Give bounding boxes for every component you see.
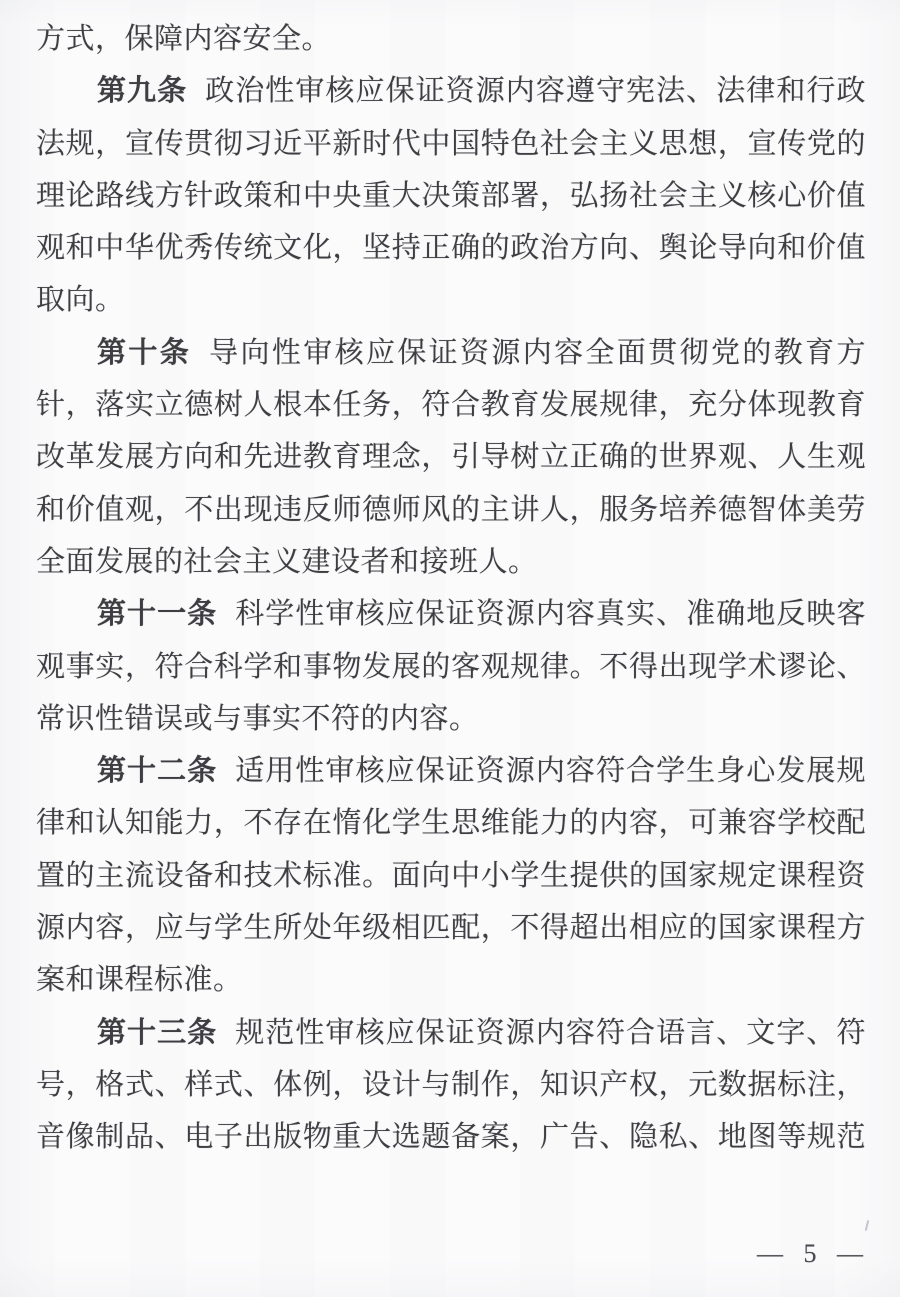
line-text: 全面发展的社会主义建设者和接班人。: [36, 545, 538, 578]
line-text: 适用性审核应保证资源内容符合学生身心发展规: [235, 755, 866, 788]
text-line: [36, 13, 866, 65]
line-text: 源内容，应与学生所处年级相匹配，不得超出相应的国家课程方: [36, 912, 866, 945]
line-text: 科学性审核应保证资源内容真实、准确地反映客: [235, 598, 866, 631]
text-line: [36, 536, 866, 588]
text-line: [36, 954, 866, 1006]
text-line: [36, 170, 866, 222]
text-line: [36, 797, 866, 849]
text-line: [36, 588, 866, 640]
text-line: [36, 222, 866, 274]
line-text: 置的主流设备和技术标准。面向中小学生提供的国家规定课程资: [36, 859, 866, 892]
line-text: 方式，保障内容安全。: [36, 23, 332, 55]
line-text: 常识性错误或与事实不符的内容。: [36, 702, 479, 735]
text-line: [36, 65, 866, 117]
text-line: [36, 1111, 866, 1163]
line-text: 政治性审核应保证资源内容遵守宪法、法律和行政: [205, 75, 866, 108]
document-text-block: [36, 13, 866, 1164]
line-text: 规范性审核应保证资源内容符合语言、文字、符: [235, 1016, 866, 1049]
article-number: 第十三条: [97, 1016, 218, 1049]
line-text: 音像制品、电子出版物重大选题备案，广告、隐私、地图等规范: [36, 1121, 866, 1154]
line-text: 律和认知能力，不存在惰化学生思维能力的内容，可兼容学校配: [36, 807, 866, 840]
text-line: [36, 693, 866, 745]
text-line: [36, 118, 866, 170]
line-text: 针，落实立德树人根本任务，符合教育发展规律，充分体现教育: [36, 389, 866, 422]
text-line: [36, 484, 866, 536]
text-line: [36, 379, 866, 431]
page-number: — 5 —: [757, 1239, 867, 1268]
scan-speck: [865, 1220, 870, 1231]
line-text: 观和中华优秀传统文化，坚持正确的政治方向、舆论导向和价值: [36, 232, 866, 265]
text-line: [36, 902, 866, 954]
text-line: [36, 1007, 866, 1059]
text-line: [36, 745, 866, 797]
text-line: [36, 327, 866, 379]
text-line: [36, 641, 866, 693]
line-text: 改革发展方向和先进教育理念，引导树立正确的世界观、人生观: [36, 441, 866, 474]
text-line: [36, 274, 866, 326]
line-text: 法规，宣传贯彻习近平新时代中国特色社会主义思想，宣传党的: [36, 127, 866, 160]
text-line: [36, 431, 866, 483]
text-line: [36, 850, 866, 902]
line-text: 号，格式、样式、体例，设计与制作，知识产权，元数据标注，: [36, 1068, 866, 1101]
line-text: 取向。: [36, 284, 125, 317]
line-text: 理论路线方针政策和中央重大决策部署，弘扬社会主义核心价值: [36, 179, 866, 212]
article-number: 第十条: [97, 336, 192, 369]
article-number: 第十二条: [97, 755, 218, 788]
article-number: 第十一条: [97, 598, 218, 631]
line-text: 和价值观，不出现违反师德师风的主讲人，服务培养德智体美劳: [36, 493, 866, 526]
line-text: 案和课程标准。: [36, 964, 243, 997]
text-line: [36, 1059, 866, 1111]
line-text: 导向性审核应保证资源内容全面贯彻党的教育方: [209, 336, 866, 369]
line-text: 观事实，符合科学和事物发展的客观规律。不得出现学术谬论、: [36, 650, 866, 683]
article-number: 第九条: [97, 75, 188, 108]
